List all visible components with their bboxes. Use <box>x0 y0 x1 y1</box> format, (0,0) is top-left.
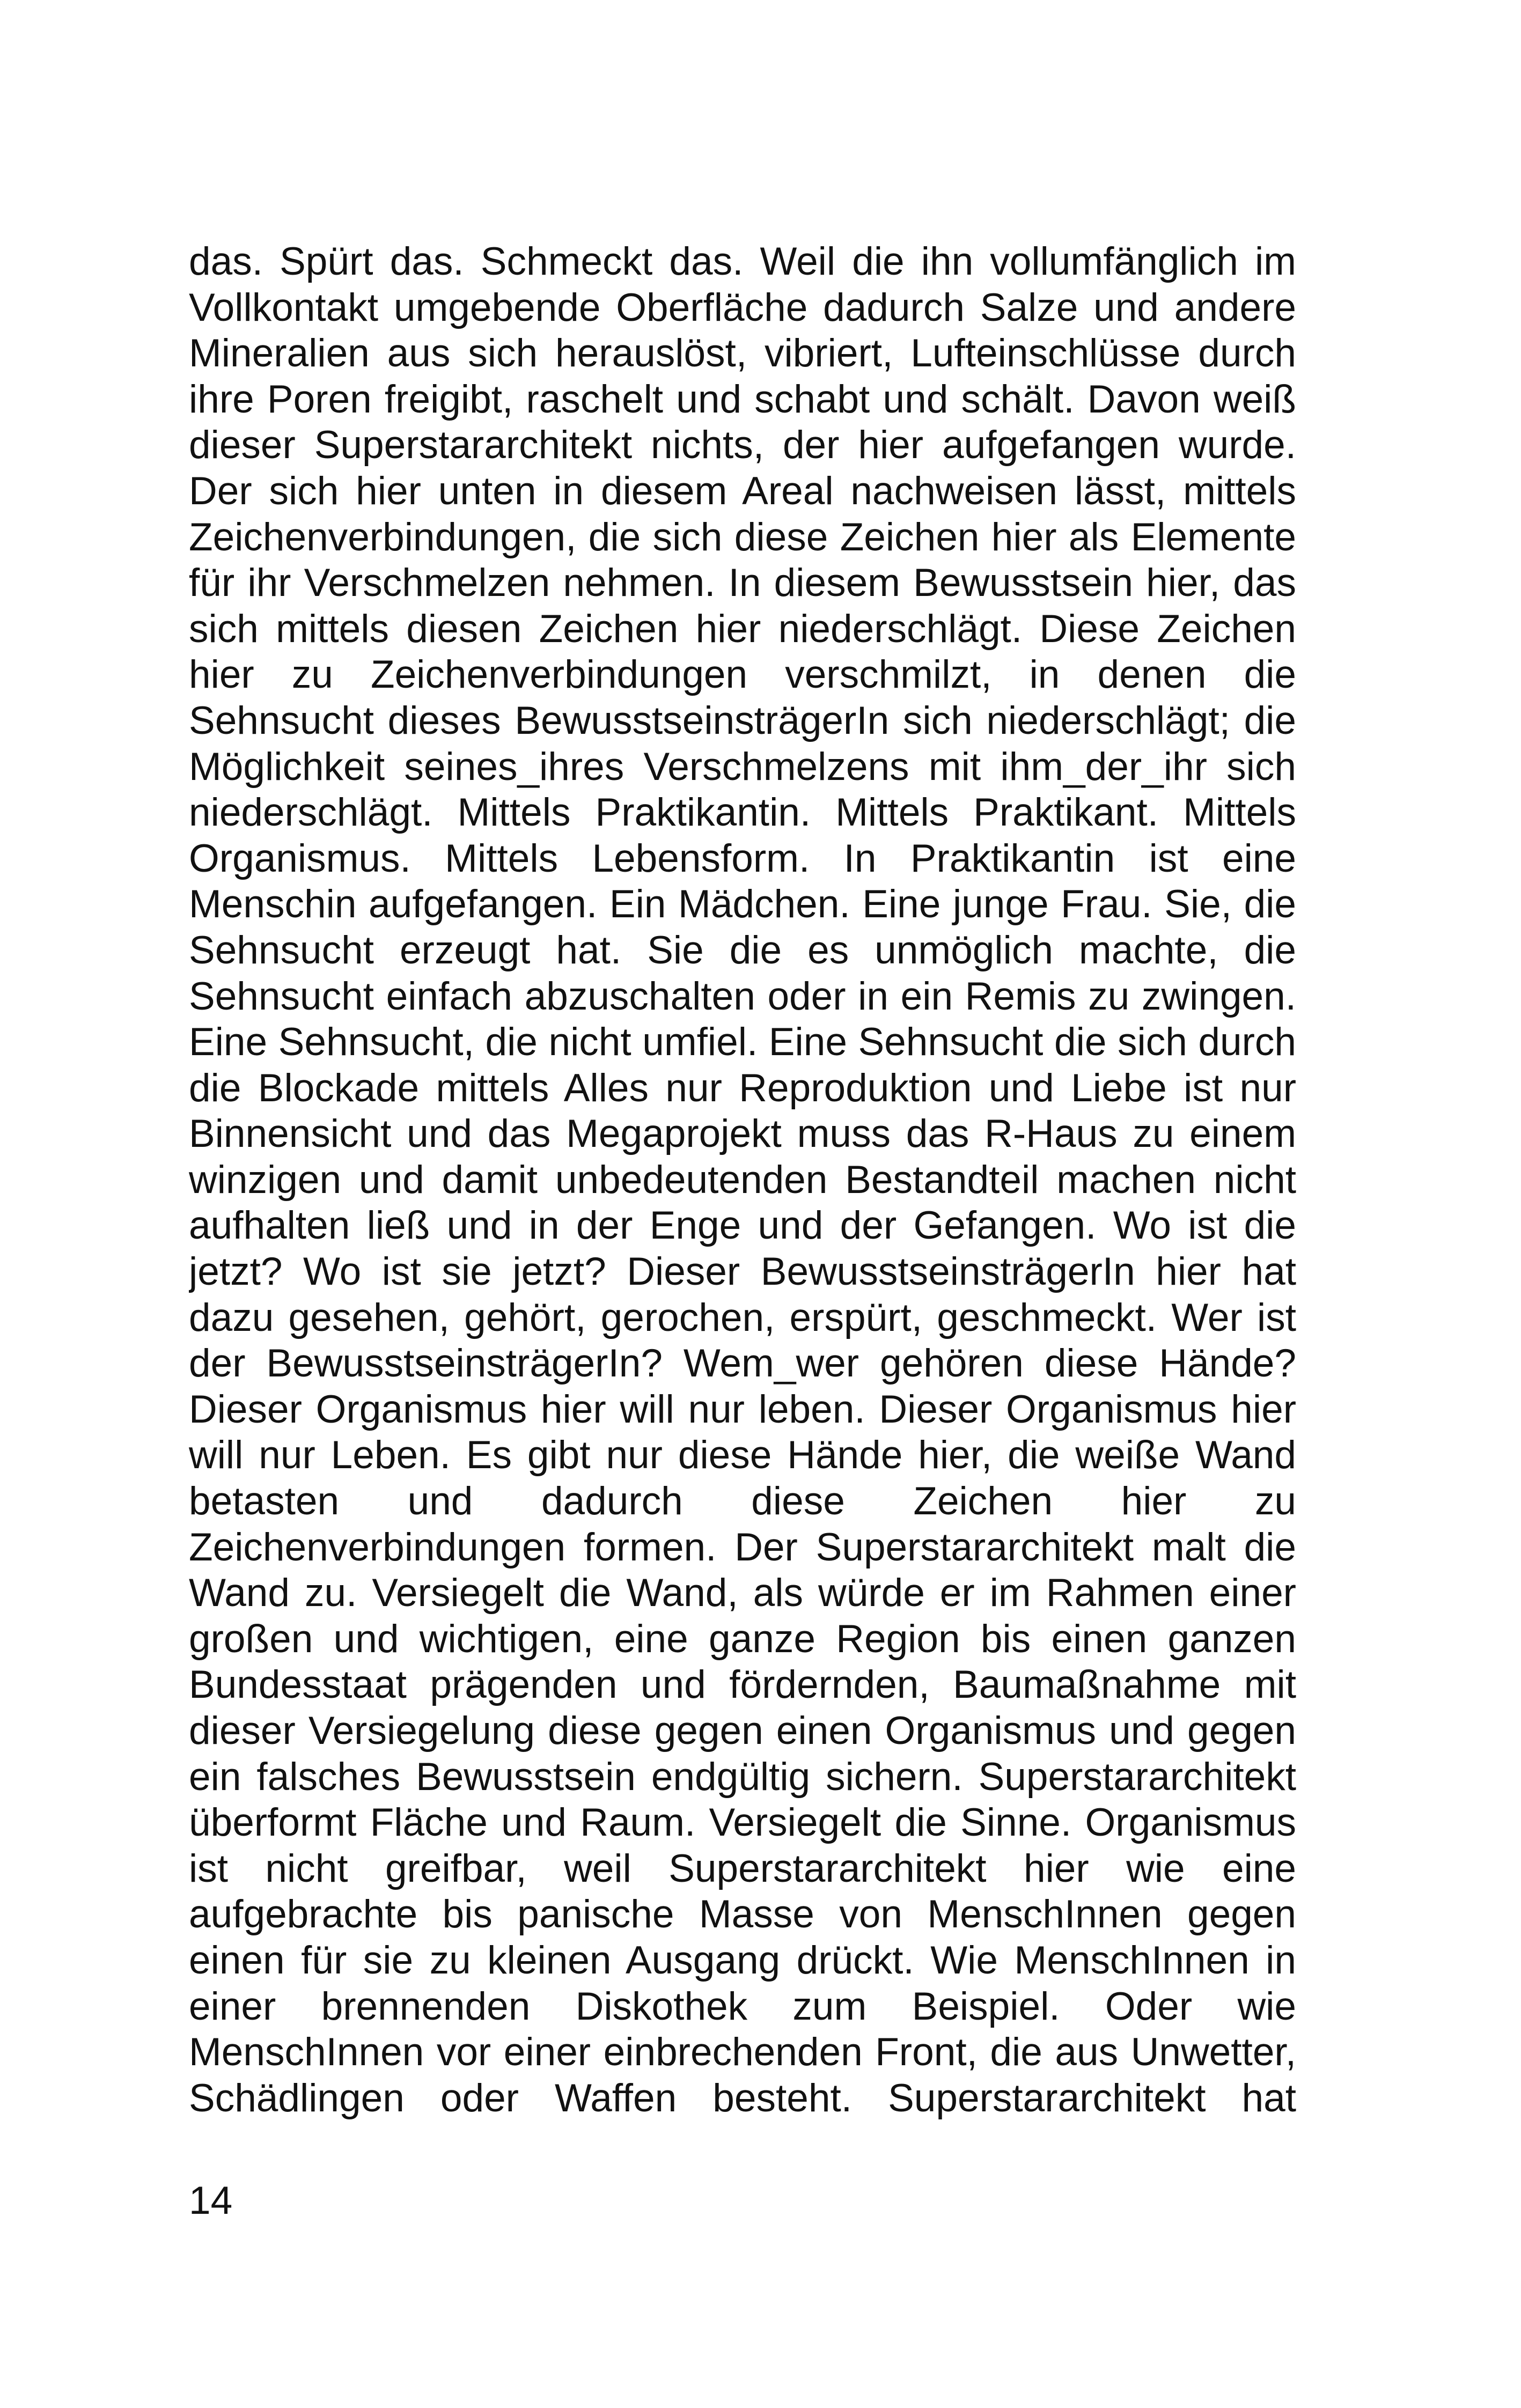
text-line: Sehnsucht dieses BewusstseinsträgerIn sich niederschlägt; die <box>189 698 1296 742</box>
text-line: dazu gesehen, gehört, gerochen, erspürt, geschmeckt. Wer ist <box>189 1295 1296 1339</box>
text-line: hier zu Zeichenverbindungen verschmilzt, in denen die <box>189 653 1296 697</box>
text-line: einer brennenden Diskothek zum Beispiel. Oder wie <box>189 1984 1296 2028</box>
body-text <box>189 239 1296 2121</box>
text-line: das. Spürt das. Schmeckt das. Weil die ihn vollumfänglich im <box>189 240 1296 283</box>
text-line: ein falsches Bewusstsein endgültig sichern. Superstararchitekt <box>189 1755 1296 1799</box>
text-line: Binnensicht und das Megaprojekt muss das R-Haus zu einem <box>189 1112 1296 1156</box>
text-line: sich mittels diesen Zeichen hier niederschlägt. Diese Zeichen <box>189 607 1296 651</box>
text-line: MenschInnen vor einer einbrechenden Front, die aus Unwetter, <box>189 2030 1296 2074</box>
text-line: will nur Leben. Es gibt nur diese Hände hier, die weiße Wand <box>189 1433 1296 1477</box>
text-line: einen für sie zu kleinen Ausgang drückt. Wie MenschInnen in <box>189 1938 1296 1982</box>
text-line: überformt Fläche und Raum. Versiegelt die Sinne. Organismus <box>189 1801 1296 1845</box>
text-line: Sehnsucht erzeugt hat. Sie die es unmöglich machte, die <box>189 928 1296 972</box>
text-line: die Blockade mittels Alles nur Reproduktion und Liebe ist nur <box>189 1066 1296 1110</box>
text-line: Dieser Organismus hier will nur leben. Dieser Organismus hier <box>189 1387 1296 1431</box>
text-line: betasten und dadurch diese Zeichen hier zu <box>189 1479 1296 1523</box>
text-line: Möglichkeit seines_ihres Verschmelzens mit ihm_der_ihr sich <box>189 745 1296 789</box>
text-line: winzigen und damit unbedeutenden Bestandteil machen nicht <box>189 1158 1296 1202</box>
text-line: der BewusstseinsträgerIn? Wem_wer gehören diese Hände? <box>189 1342 1296 1386</box>
text-line: aufhalten ließ und in der Enge und der Gefangen. Wo ist die <box>189 1204 1296 1248</box>
text-line: dieser Superstararchitekt nichts, der hier aufgefangen wurde. <box>189 423 1296 467</box>
text-line: Sehnsucht einfach abzuschalten oder in ein Remis zu zwingen. <box>189 974 1296 1018</box>
text-line: Mineralien aus sich herauslöst, vibriert, Lufteinschlüsse durch <box>189 332 1296 375</box>
text-line: Schädlingen oder Waffen besteht. Superstararchitekt hat <box>189 2076 1296 2120</box>
text-line: ist nicht greifbar, weil Superstararchitekt hier wie eine <box>189 1846 1296 1890</box>
text-line: aufgebrachte bis panische Masse von MenschInnen gegen <box>189 1892 1296 1936</box>
text-line: Wand zu. Versiegelt die Wand, als würde er im Rahmen einer <box>189 1571 1296 1615</box>
text-line: Der sich hier unten in diesem Areal nachweisen lässt, mittels <box>189 469 1296 513</box>
text-line: Menschin aufgefangen. Ein Mädchen. Eine junge Frau. Sie, die <box>189 882 1296 926</box>
page-number: 14 <box>189 2179 233 2222</box>
text-line: für ihr Verschmelzen nehmen. In diesem Bewusstsein hier, das <box>189 561 1296 605</box>
text-line: Organismus. Mittels Lebensform. In Praktikantin ist eine <box>189 836 1296 880</box>
text-line: dieser Versiegelung diese gegen einen Organismus und gegen <box>189 1709 1296 1752</box>
text-line: jetzt? Wo ist sie jetzt? Dieser BewusstseinsträgerIn hier hat <box>189 1250 1296 1294</box>
text-line: großen und wichtigen, eine ganze Region bis einen ganzen <box>189 1617 1296 1661</box>
text-line: Zeichenverbindungen, die sich diese Zeichen hier als Elemente <box>189 515 1296 559</box>
text-line: Zeichenverbindungen formen. Der Superstararchitekt malt die <box>189 1525 1296 1569</box>
text-line: niederschlägt. Mittels Praktikantin. Mittels Praktikant. Mittels <box>189 791 1296 835</box>
text-line: ihre Poren freigibt, raschelt und schabt und schält. Davon weiß <box>189 377 1296 421</box>
text-line: Eine Sehnsucht, die nicht umfiel. Eine Sehnsucht die sich durch <box>189 1020 1296 1064</box>
text-line: Vollkontakt umgebende Oberfläche dadurch Salze und andere <box>189 285 1296 329</box>
text-line: Bundesstaat prägenden und fördernden, Baumaßnahme mit <box>189 1663 1296 1707</box>
